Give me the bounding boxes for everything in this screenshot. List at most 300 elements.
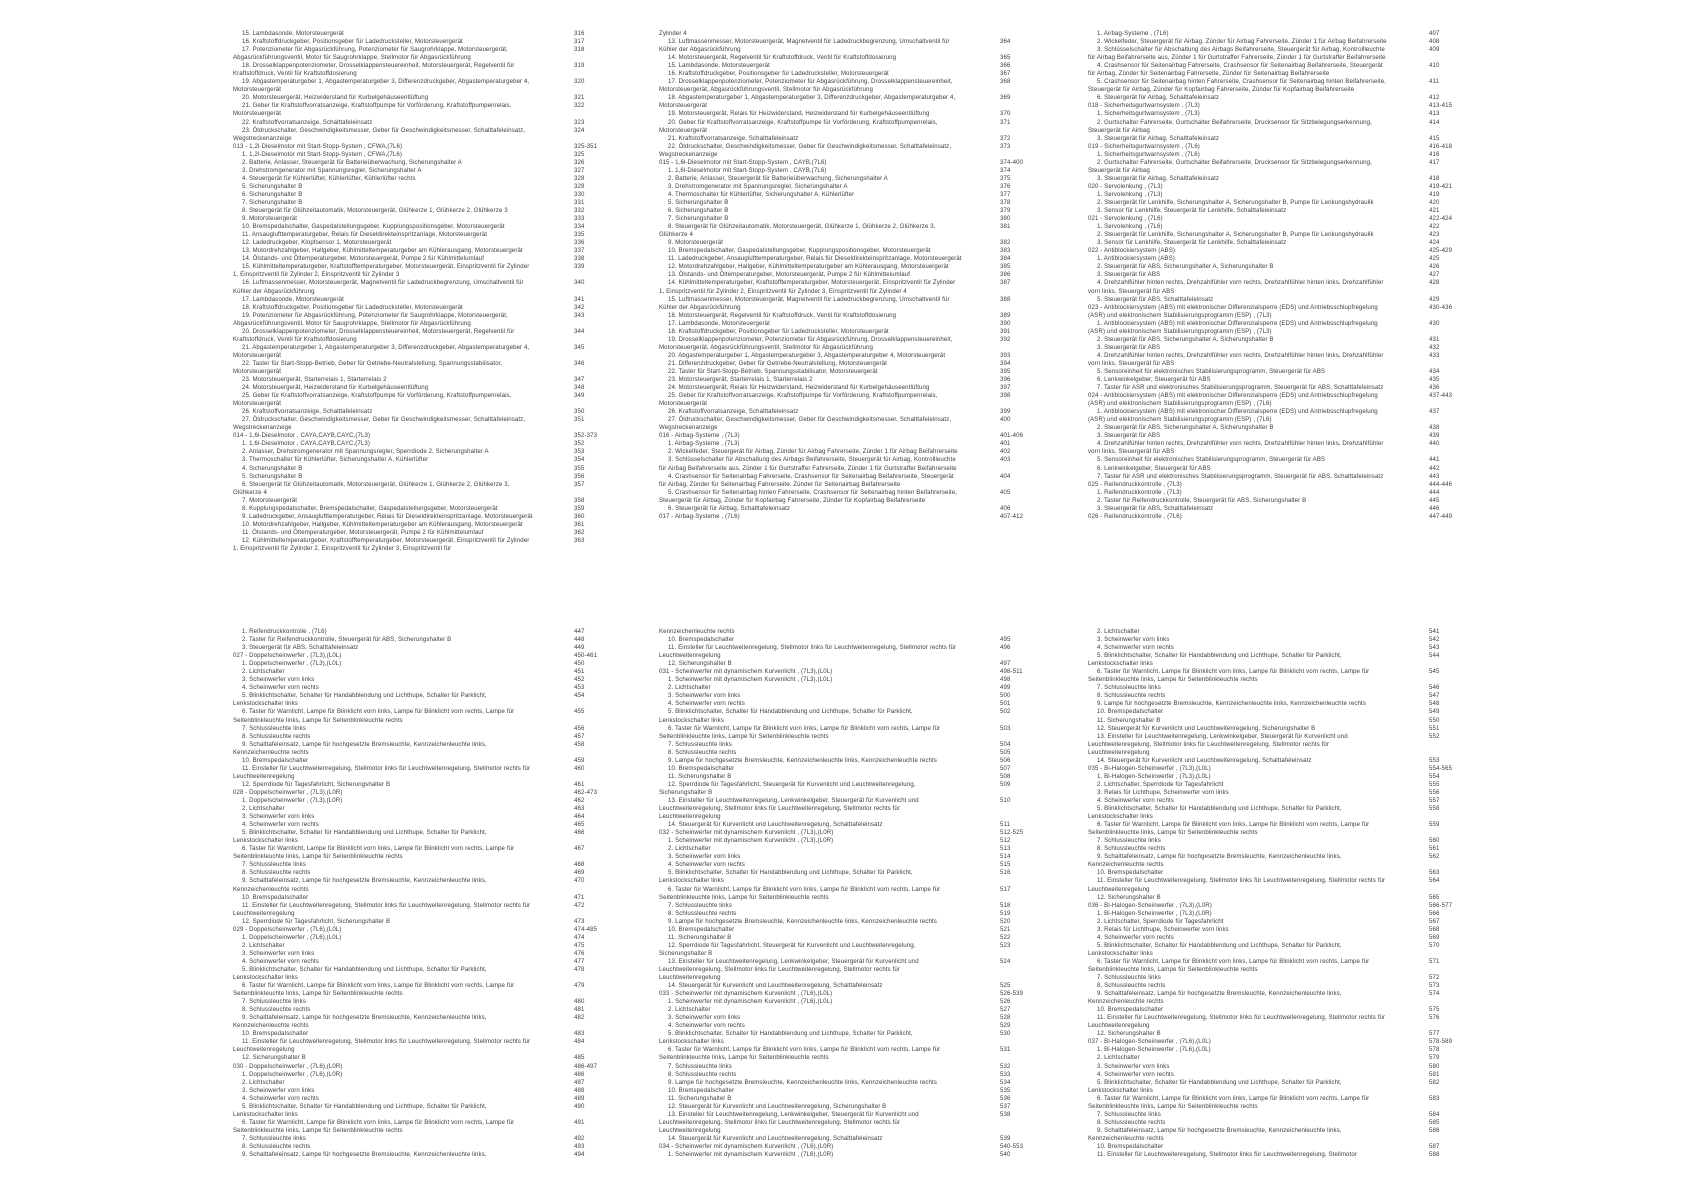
entry-text: 12. Kühlmitteltemperaturgeber, Kraftstofftemperaturgeber, Motorsteuergerät, Einspritzventil für Zylinder 1, Einspritzventil für Zylinder 2, Einspritzventil für Zylinder 3, Einspritzventil für [233,536,530,552]
index-entry [233,247,595,255]
index-entry [1088,191,1450,199]
entry-text: 9. Schalttafeleinsatz, Lampe für hochgesetzte Bremsleuchte, Kennzeichenleuchte links, Kennzeichenleuchte rechts [1088,853,1342,869]
entry-page-number: 402 [1000,448,1011,456]
entry-text: 8. Steuergerät für Glühzeitautomatik, Motorsteuergerät, Glühkerze 1, Glühkerze 2, Glühkerze 3, Glühkerze 4 [659,223,936,239]
entry-page-number: 486-497 [574,1062,598,1070]
index-section-header [1088,392,1453,408]
entry-page-number: 404 [1000,472,1011,480]
entry-page-number: 444-446 [1429,480,1453,488]
entry-page-number: 379 [1000,207,1011,215]
index-entry [233,1006,595,1014]
entry-page-number: 395 [1000,367,1011,375]
entry-text: 10. Bremspedalschalter [668,1086,735,1094]
entry-text: 7. Schlussleuchte links [668,1062,732,1070]
index-column-bottom-right [1088,628,1453,1159]
entry-page-number: 456 [574,724,585,732]
index-column-top-right [1088,30,1453,521]
index-section-header [659,158,1024,167]
entry-page-number: 567 [1429,917,1440,925]
entry-page-number: 515 [1000,861,1011,869]
entry-text: 9. Schalttafeleinsatz, Lampe für hochgesetzte Bremsleuchte, Kennzeichenleuchte links, Kennzeichenleuchte rechts [233,1014,487,1030]
entry-text: 030 - Doppelscheinwerfer , (7L6),(L0R) [233,1062,343,1070]
index-entry [1088,910,1450,918]
entry-page-number: 429 [1429,295,1440,303]
entry-text: 5. Blinklichtschalter, Schalter für Handabblendung und Lichthupe, Schalter für Parklicht, Lenkstockschalter links [659,708,913,724]
index-entry [233,918,595,926]
entry-page-number: 341 [574,295,585,303]
entry-text: 16. Motorsteuergerät, Regelventil für Kraftstoffdruck, Ventil für Kraftstoffdosierung [668,311,897,319]
index-entry [659,94,1021,110]
entry-text: 20. Geber für Kraftstoffvorratsanzeige, Kraftstoffpumpe für Vorförderung, Kraftstoffpumpenrelais, Motorsteuergerät [659,118,938,134]
index-entry [659,644,1021,660]
entry-text: 12. Steuergerät für Kurvenlicht und Leuchtweitenregelung, Sicherungshalter B [668,1102,887,1110]
entry-page-number: 371 [1000,118,1011,126]
entry-text: 035 - Bi-Halogen-Scheinwerfer , (7L3),(L0L) [1088,764,1211,772]
entry-text: 3. Steuergerät für ABS, Schalttafeleinsatz [242,644,359,652]
entry-page-number: 338 [574,255,585,263]
index-entry [659,110,1021,118]
entry-page-number: 440 [1429,440,1440,448]
entry-text: 11. Ölstands- und Öltemperaturgeber, Motorsteuergerät, Pumpe 2 für Kühlmittelumlauf [242,528,484,536]
index-entry [659,38,1021,54]
entry-page-number: 416 [1429,150,1440,158]
index-entry [659,869,1021,885]
entry-page-number: 366 [1000,62,1011,70]
entry-page-number: 317 [574,38,585,46]
index-entry [659,958,1021,982]
entry-text: 18. Kraftstoffdruckgeber, Positionsgeber für Ladedrucksteller, Motorsteuergerät [242,303,463,311]
entry-text: 26. Kraftstoffvorratsanzeige, Schalttafeleinsatz [242,408,373,416]
entry-page-number: 501 [1000,700,1011,708]
entry-page-number: 498-511 [1000,668,1023,676]
entry-text: 4. Drehzahlfühler hinten rechts, Drehzahlfühler vorn rechts, Drehzahlfühler hinten links, Drehzahlfühler vorn links, Steuergerät für ABS [1088,279,1384,295]
entry-page-number: 473 [574,917,585,925]
entry-page-number: 518 [1000,901,1011,909]
entry-text: 6. Lenkwinkelgeber, Steuergerät für ABS [1097,376,1211,384]
index-entry [1088,797,1450,805]
index-entry [1088,692,1450,700]
entry-page-number: 510 [1000,796,1011,804]
entry-text: 6. Taster für Warnlicht, Lampe für Blinklicht vorn links, Lampe für Blinklicht vorn rechts, Lampe für Seitenblinkleuchte links, Lampe für Seitenblinkleuchte rechts [659,1046,941,1062]
entry-page-number: 507 [1000,764,1011,772]
entry-text: 12. Sperrdiode für Tagesfahrlicht, Sicherungshalter B [242,780,391,788]
entry-page-number: 542 [1429,636,1440,644]
index-entry [1088,982,1450,990]
index-entry [1088,223,1450,231]
entry-page-number: 408 [1429,38,1440,46]
index-entry [233,207,595,215]
index-entry [233,1030,595,1038]
index-section-header [233,432,598,440]
index-entry [233,183,595,191]
entry-page-number: 543 [1429,644,1440,652]
index-entry [659,1063,1021,1071]
entry-page-number: 380 [1000,215,1011,223]
entry-text: 2. Steuergerät für Lenkhilfe, Sicherungshalter A, Sicherungshalter B, Pumpe für Lenkungshydraulik [1097,198,1374,206]
entry-text: 10. Bremspedalschalter, Gaspedalstellungsgeber, Kupplungspositionsgeber, Motorsteuergerät [242,223,505,231]
entry-text: 7. Schlussleuchte links [668,901,732,909]
index-entry [233,416,595,432]
index-entry [1088,151,1450,159]
entry-text: 3. Relais für Lichthupe, Scheinwerfer vorn links [1097,925,1229,933]
index-entry [233,998,595,1006]
index-entry [1088,652,1450,668]
entry-page-number: 437-443 [1429,392,1453,400]
index-entry [1088,845,1450,853]
entry-text: 1. Servolenkung , (7L6) [1097,223,1163,231]
entry-text: 1. Scheinwerfer mit dynamischem Kurvenlicht , (7L6),(L0R) [668,1151,834,1159]
entry-text: 5. Sicherungshalter B [242,182,303,190]
entry-text: 25. Geber für Kraftstoffvorratsanzeige, Kraftstoffpumpe für Vorförderung, Kraftstoffpumpenrelais, Motorsteuergerät [659,392,938,408]
index-entry [659,781,1021,797]
entry-text: 16. Luftmassenmesser, Motorsteuergerät, Magnetventil für Ladedruckbegrenzung, Umschaltventil für Kühler der Abgasrückführung [233,279,524,295]
entry-page-number: 364 [1000,38,1011,46]
entry-text: 8. Schlussleuchte rechts [668,1070,737,1078]
index-entry [659,757,1021,765]
entry-text: 11. Sicherungshalter B [668,1094,732,1102]
entry-text: 3. Sensor für Lenkhilfe, Steuergerät für Lenkhilfe, Schalttafeleinsatz [1097,239,1287,247]
entry-page-number: 417 [1429,158,1440,166]
entry-text: 015 - 1,6l-Dieselmotor mit Start-Stopp-System , CAYB,(7L6) [659,158,827,166]
entry-page-number: 513 [1000,845,1011,853]
index-entry [233,537,595,553]
entry-text: 4. Thermoschalter für Kühlerlüfter, Sicherungshalter A, Kühlerlüfter [668,190,855,198]
entry-text: 7. Schlussleuchte links [668,740,732,748]
entry-page-number: 585 [1429,1118,1440,1126]
entry-text: 5. Crashsensor für Seitenairbag hinten Fahrerseite, Crashsensor für Seitenairbag hinten Beifahrerseite, Steuergerät für Airbag, Zünder für Kopfairbag Fahrerseite, Zünder für Kopfairbag Beifahrerseite [659,488,958,504]
entry-text: 1. Airbag-Systeme , (7L6) [1097,30,1169,37]
index-entry [233,78,595,94]
index-entry [1088,1063,1450,1071]
index-entry [233,813,595,821]
entry-text: 022 - Antiblockiersystem (ABS) [1088,247,1175,255]
entry-page-number: 492 [574,1134,585,1142]
entry-text: 10. Bremspedalschalter [1097,1143,1164,1150]
entry-page-number: 475 [574,941,585,949]
entry-page-number: 587 [1429,1143,1440,1150]
entry-text: 5. Blinklichtschalter, Schalter für Handabblendung und Lichthupe, Schalter für Parklicht, Lenkstockschalter links [1088,941,1342,957]
index-entry [233,497,595,505]
entry-page-number: 359 [574,504,585,512]
entry-page-number: 387 [1000,279,1011,287]
entry-text: 24. Motorsteuergerät, Heizwiderstand für Kurbelgehäuseentlüftung [242,384,429,392]
index-entry [233,440,595,448]
entry-page-number: 407 [1429,30,1440,37]
entry-text: 2. Lichtschalter [242,805,285,813]
entry-text: 9. Schalttafeleinsatz, Lampe für hochgesetzte Bremsleuchte, Kennzeichenleuchte links, Kennzeichenleuchte rechts [233,877,487,893]
index-entry [659,70,1021,78]
index-entry [659,175,1021,183]
entry-text: 021 - Servolenkung , (7L6) [1088,215,1163,223]
entry-text: 8. Schlussleuchte rechts [242,1006,311,1014]
entry-page-number: 506 [1000,756,1011,764]
index-entry [233,481,595,497]
entry-text: 2. Batterie, Anlasser, Steuergerät für Batterieüberwachung, Sicherungshalter A [668,174,888,182]
entry-text: 4. Drehzahlfühler hinten rechts, Drehzahlfühler vorn rechts, Drehzahlfühler hinten links, Drehzahlfühler vorn links, Steuergerät für ABS [1088,351,1384,367]
index-entry [1088,853,1450,869]
index-entry [659,143,1021,159]
entry-page-number: 522 [1000,933,1011,941]
entry-text: 5. Sicherungshalter B [242,472,303,480]
entry-page-number: 586 [1429,1126,1440,1134]
entry-text: 9. Lampe für hochgesetzte Bremsleuchte, Kennzeichenleuchte links, Kennzeichenleuchte rechts [668,917,937,925]
entry-text: 21. Abgastemperaturgeber 1, Abgastemperaturgeber 3, Differenzdruckgeber, Abgastemperaturgeber 4, Motorsteuergerät [233,343,530,359]
index-entry [1088,135,1450,143]
entry-text: 1. Scheinwerfer mit dynamischem Kurvenlicht , (7L3),(L0R) [668,837,834,845]
index-entry [1088,159,1450,175]
index-entry [233,684,595,692]
index-entry [1088,628,1450,636]
entry-page-number: 566-577 [1429,901,1453,909]
entry-text: 8. Schlussleuchte rechts [242,1143,311,1150]
entry-text: 2. Wickelfeder, Steuergerät für Airbag, Zünder für Airbag Fahrerseite, Zünder 1 für Airbag Beifahrerseite [1097,38,1387,46]
entry-text: 12. Sicherungshalter B [1097,893,1161,901]
index-entry [1088,408,1450,424]
index-entry [659,255,1021,263]
index-entry [659,191,1021,199]
entry-text: 14. Kühlmitteltemperaturgeber, Kraftstofftemperaturgeber, Motorsteuergerät, Einspritzventil für Zylinder 1, Einspritzventil für Zylinder 2, Einspritzventil für Zylinder 3, Einspritzventil für Zylinder 4 [659,279,956,295]
entry-page-number: 370 [1000,110,1011,118]
entry-text: 1. Doppelscheinwerfer , (7L3),(L0R) [242,796,343,804]
index-entry [1088,239,1450,247]
entry-page-number: 449 [574,644,585,652]
entry-text: 10. Bremspedalschalter [242,1030,309,1038]
entry-text: 14. Steuergerät für Kurvenlicht und Leuchtweitenregelung, Schalttafeleinsatz [1097,756,1312,764]
entry-text: 031 - Scheinwerfer mit dynamischem Kurvenlicht , (7L3),(L0L) [659,668,833,676]
entry-text: 16. Kraftstoffdruckgeber, Positionsgeber für Ladedrucksteller, Motorsteuergerät [242,38,463,46]
entry-page-number: 386 [1000,271,1011,279]
entry-text: 17. Drosselklappenpotenziometer, Potenziometer für Abgasrückführung, Drosselklappensteuereinheit, Motorsteuergerät, Abgasrückführungsventil, Stellmotor für Abgasrückführung [659,78,953,94]
entry-text: 19. Abgastemperaturgeber 1, Abgastemperaturgeber 3, Differenzdruckgeber, Abgastemperaturgeber 4, Motorsteuergerät [233,78,530,94]
entry-page-number: 423 [1429,231,1440,239]
index-entry [233,765,595,781]
index-entry [1088,636,1450,644]
entry-page-number: 450-461 [574,652,598,660]
index-entry [659,998,1021,1006]
entry-text: 1. Airbag-Systeme , (7L3) [668,440,740,448]
entry-text: 11. Einsteller für Leuchtweitenregelung, Stellmotor links für Leuchtweitenregelung, Stellmotor [1097,1151,1357,1159]
entry-page-number: 331 [574,198,585,206]
entry-text: 5. Sicherungshalter B [668,198,729,206]
index-entry [659,692,1021,700]
index-entry [233,448,595,456]
index-entry [233,279,595,295]
entry-page-number: 373 [1000,142,1011,150]
index-entry [233,1087,595,1095]
entry-text: 1. Antiblockiersystem (ABS) mit elektronischer Differenzialsperre (EDS) und Antriebsschlupfregelung (ASR) und elektronischem Stabilisierungsprogramm (ESP) , (7L3) [1088,319,1378,335]
entry-page-number: 549 [1429,708,1440,716]
entry-page-number: 577 [1429,1030,1440,1038]
entry-text: 19. Drosselklappenpotenziometer, Potenziometer für Abgasrückführung, Drosselklappensteuereinheit, Motorsteuergerät, Abgasrückführungsventil, Stellmotor für Abgasrückführung [659,335,953,351]
entry-text: 13. Luftmassenmesser, Motorsteuergerät, Magnetventil für Ladedruckbegrenzung, Umschaltventil für Kühler der Abgasrückführung [659,38,950,54]
entry-text: 3. Drehstromgenerator mit Spannungsregler, Sicherungshalter A [242,166,422,174]
entry-page-number: 576 [1429,1014,1440,1022]
index-section-header [659,432,1024,440]
entry-text: 7. Taster für ASR und elektronisches Stabilisierungsprogramm, Steuergerät für ABS, Schalttafeleinsatz [1097,472,1384,480]
entry-page-number: 544 [1429,652,1440,660]
index-entry [1088,717,1450,725]
index-entry [659,473,1021,489]
entry-text: 6. Lenkwinkelgeber, Steuergerät für ABS [1097,464,1211,472]
index-entry [1088,432,1450,440]
index-entry [1088,805,1450,821]
index-entry [1088,376,1450,384]
index-entry [1088,489,1450,497]
entry-page-number: 324 [574,126,585,134]
entry-page-number: 416-418 [1429,142,1453,150]
entry-page-number: 405 [1000,488,1011,496]
entry-page-number: 476 [574,949,585,957]
entry-page-number: 441 [1429,456,1440,464]
entry-text: 19. Potenziometer für Abgasrückführung, Potenziometer für Saugrohrklappe, Motorsteuergerät, Abgasrückführungsventil, Motor für Saugrohrklappe, Stellmotor für Abgasrückführung [233,311,508,327]
index-entry [233,376,595,384]
index-entry [233,223,595,231]
index-entry [1088,684,1450,692]
index-entry [233,1151,595,1159]
entry-text: 9. Schalttafeleinsatz, Lampe für hochgesetzte Bremsleuchte, Kennzeichenleuchte links, Kennzeichenleuchte rechts [233,740,487,756]
entry-page-number: 537 [1000,1102,1011,1110]
index-entry [659,821,1021,829]
entry-text: 3. Relais für Lichthupe, Scheinwerfer vorn links [1097,788,1229,796]
entry-text: 4. Scheinwerfer vorn rechts [242,821,319,829]
entry-text: 12. Sperrdiode für Tagesfahrlicht, Steuergerät für Kurvenlicht und Leuchtweitenregelung, Sicherungshalter B [659,780,916,796]
index-entry [659,408,1021,416]
entry-text: 6. Taster für Warnlicht, Lampe für Blinklicht vorn links, Lampe für Blinklicht vorn rechts, Lampe für Seitenblinkleuchte links, Lampe für Seitenblinkleuchte rechts [1088,957,1370,973]
entry-page-number: 448 [574,636,585,644]
index-entry [233,505,595,513]
entry-page-number: 326 [574,158,585,166]
entry-text: 3. Scheinwerfer vorn links [242,813,315,821]
entry-page-number: 358 [574,496,585,504]
entry-text: 025 - Reifendruckkontrolle , (7L3) [1088,480,1182,488]
index-entry [659,797,1021,821]
entry-page-number: 401-406 [1000,432,1024,440]
entry-page-number: 325-351 [574,142,598,150]
index-entry [659,167,1021,175]
entry-text: 4. Scheinwerfer vorn rechts [668,861,745,869]
index-entry [1088,78,1450,94]
entry-page-number: 413-415 [1429,102,1453,110]
index-entry [659,384,1021,392]
entry-page-number: 329 [574,182,585,190]
index-entry [659,1135,1021,1143]
entry-text: 4. Scheinwerfer vorn rechts [1097,1070,1174,1078]
entry-text: 10. Bremspedalschalter, Gaspedalstellungsgeber, Kupplungspositionsgeber, Motorsteuergerät [668,247,931,255]
entry-text: Kennzeichenleuchte rechts [659,628,735,635]
index-entry [233,191,595,199]
index-entry [1088,934,1450,942]
index-entry [233,344,595,360]
index-entry [659,1103,1021,1111]
entry-page-number: 524 [1000,957,1011,965]
entry-page-number: 362 [574,528,585,536]
entry-text: 4. Scheinwerfer vorn rechts [1097,644,1174,652]
entry-text: 1. Scheinwerfer mit dynamischem Kurvenlicht , (7L6),(L0L) [668,998,833,1006]
entry-page-number: 375 [1000,174,1011,182]
index-entry [1088,271,1450,279]
entry-page-number: 534 [1000,1078,1011,1086]
entry-text: 4. Scheinwerfer vorn rechts [668,700,745,708]
entry-page-number: 489 [574,1094,585,1102]
index-entry [659,934,1021,942]
index-entry [1088,1111,1450,1119]
index-entry [233,1071,595,1079]
entry-page-number: 494 [574,1151,585,1159]
index-entry [659,1079,1021,1087]
entry-page-number: 361 [574,520,585,528]
entry-text: 2. Taster für Reifendruckkontrolle, Steuergerät für ABS, Sicherungshalter B [242,636,452,644]
entry-page-number: 435 [1429,376,1440,384]
index-entry [1088,320,1450,336]
entry-page-number: 477 [574,957,585,965]
entry-text: 5. Sensoreinheit für elektronisches Stabilisierungsprogramm, Steuergerät für ABS [1097,367,1326,375]
index-entry [659,456,1021,472]
index-entry [233,708,595,724]
index-entry [233,668,595,676]
entry-text: 5. Blinklichtschalter, Schalter für Handabblendung und Lichthupe, Schalter für Parklicht, Lenkstockschalter links [659,869,913,885]
index-entry [659,676,1021,684]
index-entry [233,30,595,38]
index-section-header [233,1062,598,1071]
entry-text: 14. Steuergerät für Kurvenlicht und Leuchtweitenregelung, Schalttafeleinsatz [668,821,883,829]
entry-text: 2. Lichtschalter [1097,1054,1140,1062]
entry-page-number: 455 [574,708,585,716]
index-entry [1088,1127,1450,1143]
entry-page-number: 403 [1000,456,1011,464]
index-entry [659,336,1021,352]
entry-text: 4. Scheinwerfer vorn rechts [1097,796,1174,804]
entry-text: 5. Blinklichtschalter, Schalter für Handabblendung und Lichthupe, Schalter für Parklicht, Lenkstockschalter links [659,1030,913,1046]
entry-text: 7. Motorsteuergerät [242,496,298,504]
entry-text: 6. Taster für Warnlicht, Lampe für Blinklicht vorn links, Lampe für Blinklicht vorn rechts, Lampe für Seitenblinkleuchte links, Lampe für Seitenblinkleuchte rechts [659,724,941,740]
index-entry [659,416,1021,432]
index-entry [233,1143,595,1151]
entry-page-number: 468 [574,861,585,869]
index-entry [659,199,1021,207]
entry-page-number: 425-429 [1429,247,1453,255]
entry-text: 7. Schlussleuchte links [242,1134,306,1142]
index-entry [1088,644,1450,652]
index-entry [233,821,595,829]
entry-text: 5. Blinklichtschalter, Schalter für Handabblendung und Lichthupe, Schalter für Parklicht, Lenkstockschalter links [233,829,487,845]
index-entry [233,692,595,708]
index-entry [233,902,595,918]
entry-text: 2. Lichtschalter [242,668,285,676]
index-entry [659,392,1021,408]
entry-page-number: 316 [574,30,585,37]
entry-page-number: 407-412 [1000,512,1024,520]
entry-page-number: 348 [574,384,585,392]
entry-page-number: 502 [1000,708,1011,716]
entry-page-number: 425 [1429,255,1440,263]
index-entry [659,207,1021,215]
entry-page-number: 419 [1429,190,1440,198]
entry-page-number: 553 [1429,756,1440,764]
entry-text: 4. Scheinwerfer vorn rechts [242,1094,319,1102]
entry-text: 8. Schlussleuchte rechts [668,748,737,756]
index-entry [659,708,1021,724]
index-entry [233,521,595,529]
entry-text: 27. Öldruckschalter, Geschwindigkeitsmesser, Geber für Geschwindigkeitsmesser, Schalttafeleinsatz, Wegstreckenanzeige [659,416,952,432]
entry-page-number: 447-449 [1429,512,1453,520]
entry-page-number: 426 [1429,263,1440,271]
entry-page-number: 584 [1429,1110,1440,1118]
entry-page-number: 551 [1429,724,1440,732]
index-entry [659,910,1021,918]
index-entry [1088,497,1450,505]
entry-page-number: 396 [1000,376,1011,384]
entry-page-number: 531 [1000,1046,1011,1054]
